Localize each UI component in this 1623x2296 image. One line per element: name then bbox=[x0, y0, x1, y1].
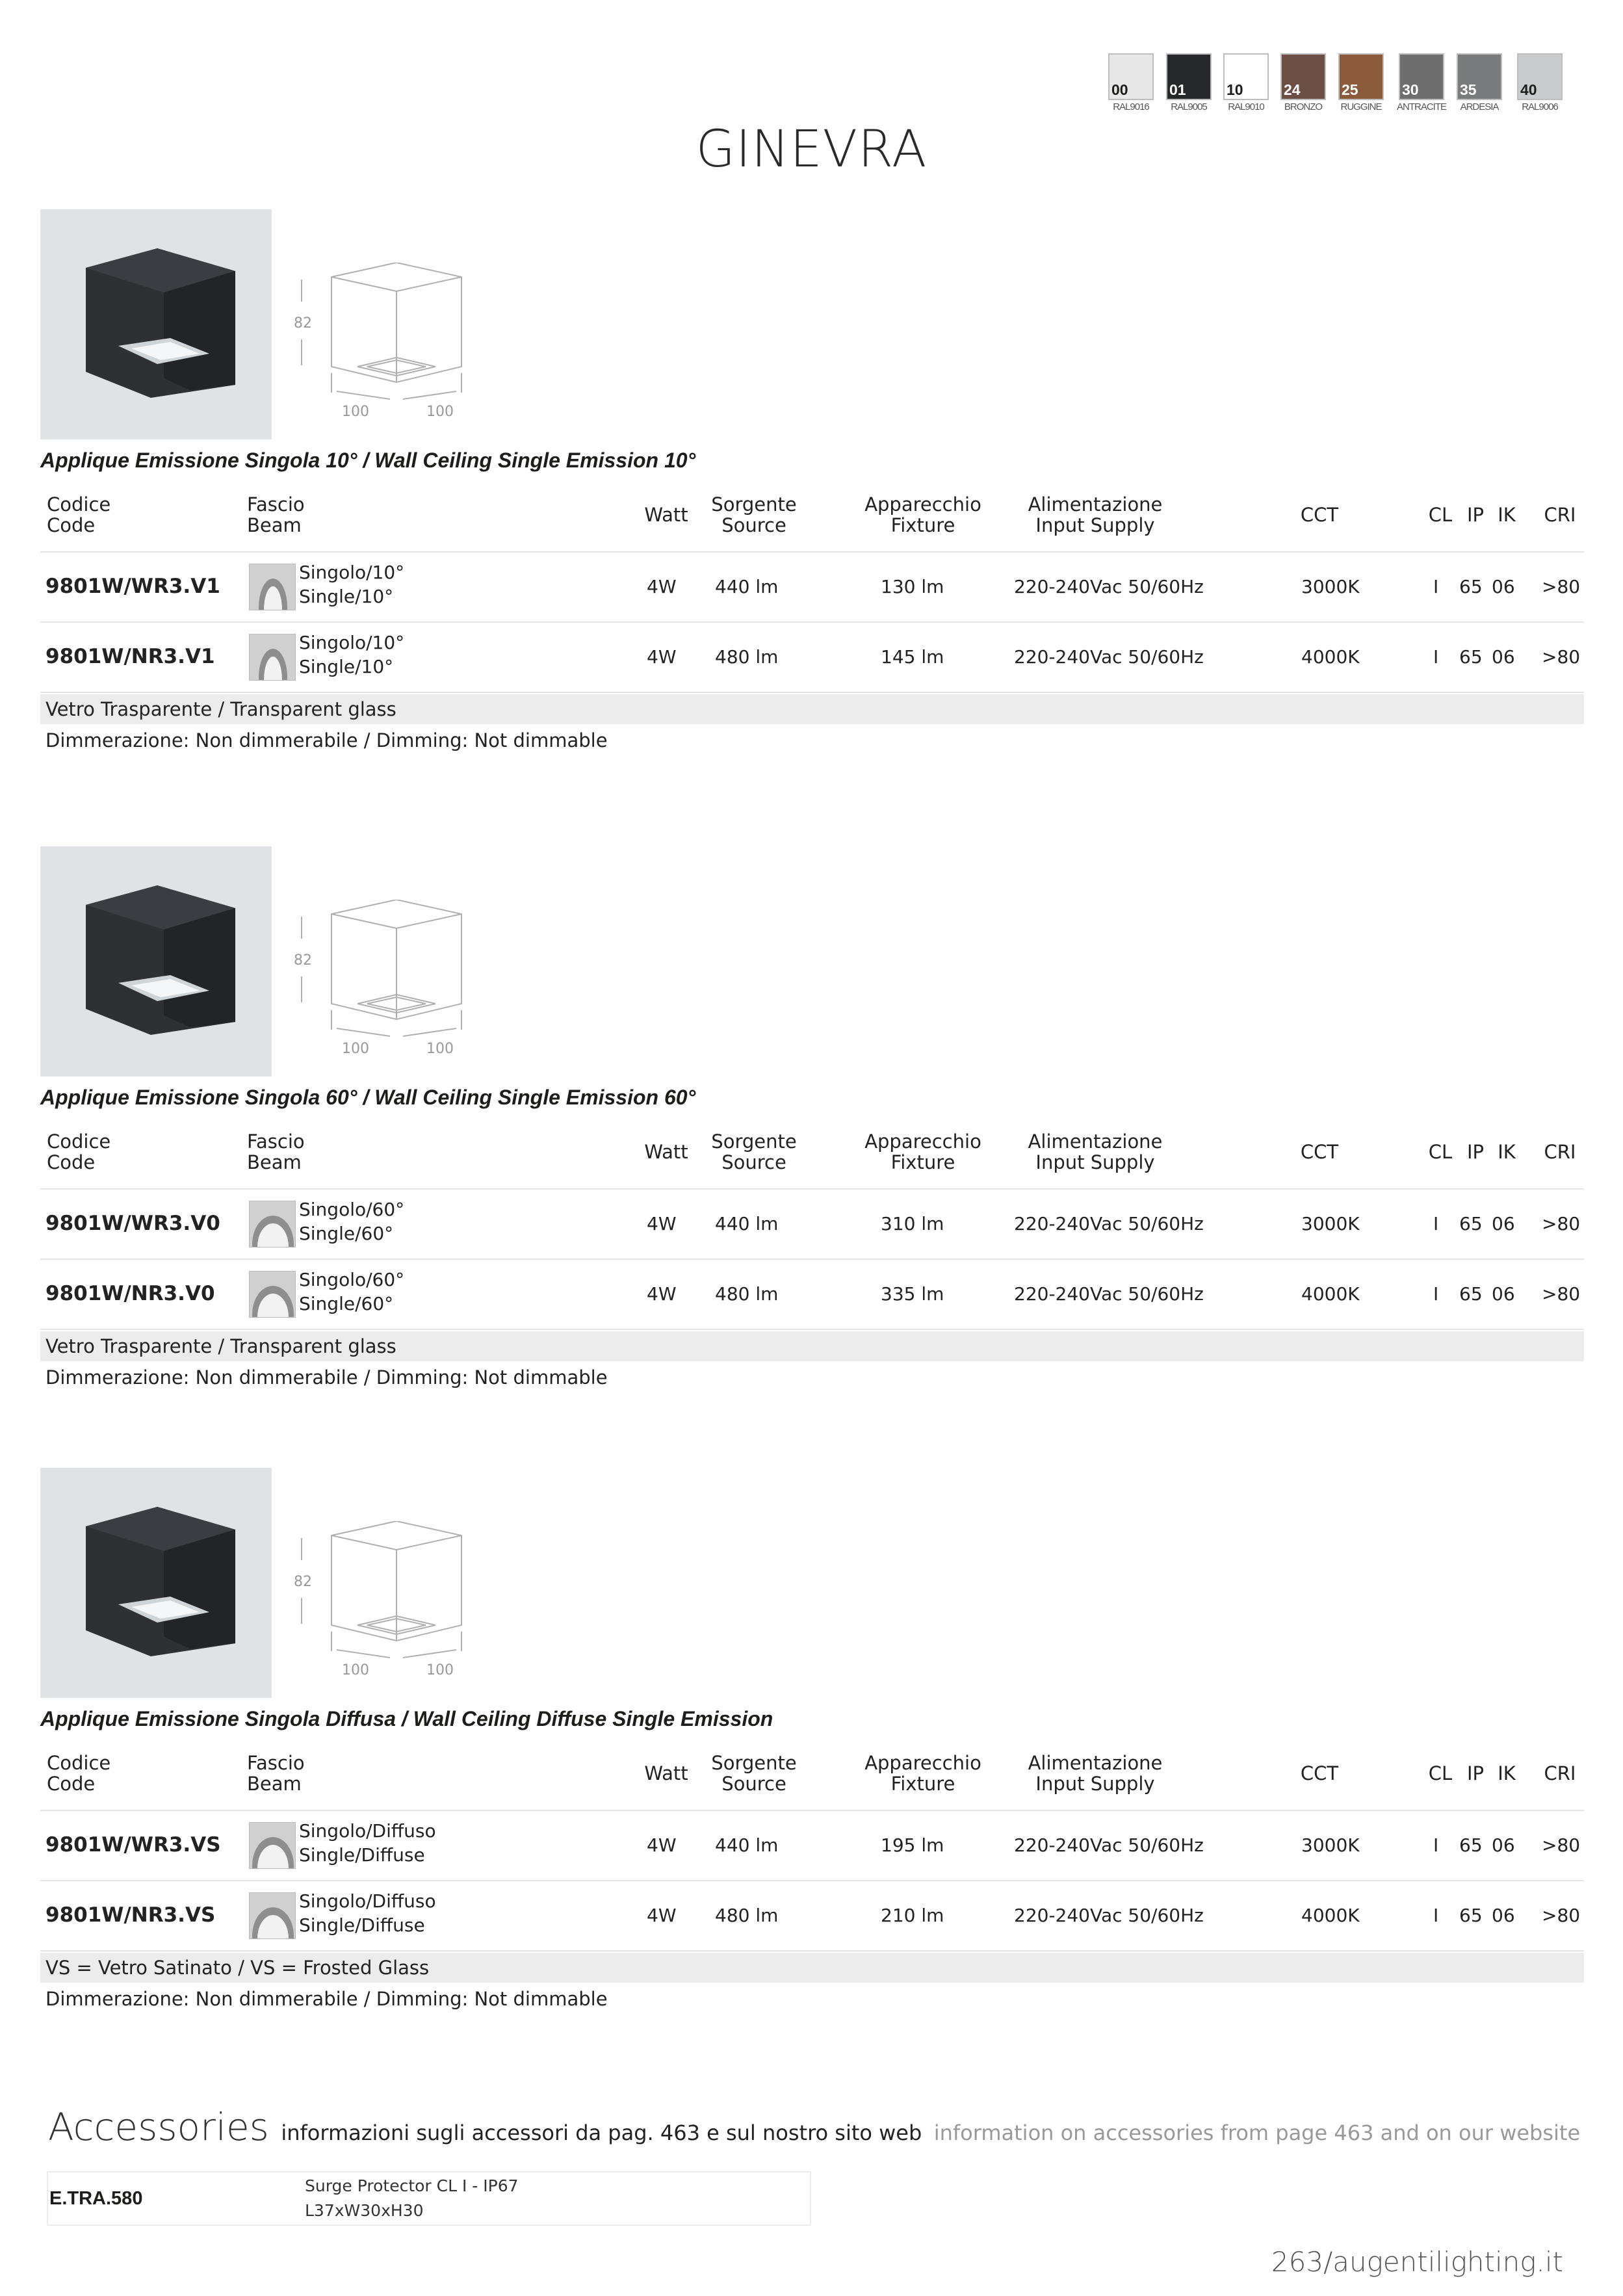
cell-cct: 4000K bbox=[1301, 646, 1360, 668]
watt-header-line: Watt bbox=[644, 504, 688, 526]
product-code: 9801W/WR3.V1 bbox=[45, 575, 220, 598]
cell-ip: 65 bbox=[1459, 1905, 1483, 1926]
cell-fixture: 335 lm bbox=[881, 1283, 944, 1305]
source-header-line: Source bbox=[721, 514, 786, 536]
dim-depth: 100 bbox=[426, 1662, 454, 1677]
cell-cri: >80 bbox=[1542, 1905, 1581, 1926]
dim-height: 82 bbox=[294, 315, 312, 332]
cl-header-line: CL bbox=[1428, 1762, 1453, 1784]
cell-source: 440 lm bbox=[715, 1834, 779, 1856]
dimming-note: Dimmerazione: Non dimmerabile / Dimming: Not dimmable bbox=[45, 1988, 608, 2010]
cell-ik: 06 bbox=[1492, 1834, 1515, 1856]
cl-header bbox=[1421, 1763, 1460, 1784]
beam-header bbox=[247, 1753, 305, 1794]
product-code: 9801W/NR3.V1 bbox=[45, 645, 215, 668]
dimension-drawing bbox=[286, 900, 500, 1056]
row-divider bbox=[40, 1259, 1584, 1260]
beam-label bbox=[299, 1889, 436, 1937]
beam-label-it: Singolo/Diffuso bbox=[299, 1890, 436, 1912]
swatch-label: RAL9005 bbox=[1171, 101, 1207, 112]
code-header-line: Codice bbox=[47, 493, 111, 515]
cct-header bbox=[1274, 1141, 1365, 1162]
cell-supply: 220-240Vac 50/60Hz bbox=[1014, 576, 1204, 597]
ik-header bbox=[1487, 1141, 1526, 1162]
cell-watt: 4W bbox=[647, 1213, 677, 1234]
beam-label bbox=[299, 631, 404, 679]
supply-header bbox=[1007, 1131, 1183, 1173]
beam-label-en: Single/60° bbox=[299, 1293, 394, 1314]
source-header bbox=[695, 1753, 812, 1794]
row-divider bbox=[40, 621, 1584, 623]
swatch-label: ARDESIA bbox=[1460, 101, 1499, 112]
row-divider bbox=[40, 1329, 1584, 1330]
accessory-desc-2: L37xW30xH30 bbox=[305, 2201, 424, 2220]
dim-width: 100 bbox=[342, 1662, 369, 1677]
accessories-info-it: informazioni sugli accessori da pag. 463 e sul nostro sito web bbox=[281, 2120, 922, 2145]
beam-label-en: Single/Diffuse bbox=[299, 1914, 425, 1936]
beam-header bbox=[247, 494, 305, 536]
row-divider bbox=[40, 1880, 1584, 1881]
cell-ik: 06 bbox=[1492, 1213, 1515, 1234]
accessories-info-en: information on accessories from page 463 and on our website bbox=[933, 2120, 1581, 2145]
code-header-line: Codice bbox=[47, 1130, 111, 1153]
beam-label-it: Singolo/Diffuso bbox=[299, 1820, 436, 1842]
beam-header-line: Fascio bbox=[247, 1752, 305, 1774]
product-photo bbox=[40, 846, 272, 1076]
cell-fixture: 310 lm bbox=[881, 1213, 944, 1234]
code-header-line: Code bbox=[47, 1773, 96, 1795]
cri-header-line: CRI bbox=[1544, 1762, 1576, 1784]
cell-cri: >80 bbox=[1542, 1834, 1581, 1856]
glass-note: Vetro Trasparente / Transparent glass bbox=[45, 698, 396, 720]
cell-ip: 65 bbox=[1459, 646, 1483, 668]
beam-icon bbox=[249, 564, 296, 610]
dim-width: 100 bbox=[342, 404, 369, 419]
swatch-01: 01 bbox=[1166, 53, 1212, 100]
page-footer: 263/augentilighting.it bbox=[1271, 2246, 1563, 2278]
beam-label-en: Single/10° bbox=[299, 586, 394, 607]
swatch-30: 30 bbox=[1399, 53, 1444, 100]
cct-header-line: CCT bbox=[1300, 504, 1339, 526]
row-divider bbox=[40, 551, 1584, 553]
cell-ip: 65 bbox=[1459, 576, 1483, 597]
source-header-line: Sorgente bbox=[711, 1130, 797, 1153]
cell-supply: 220-240Vac 50/60Hz bbox=[1014, 1905, 1204, 1926]
glass-note: VS = Vetro Satinato / VS = Frosted Glass bbox=[45, 1957, 430, 1979]
source-header bbox=[695, 494, 812, 536]
cell-source: 480 lm bbox=[715, 1283, 779, 1305]
cell-cct: 4000K bbox=[1301, 1905, 1360, 1926]
beam-header-line: Beam bbox=[247, 1773, 302, 1795]
swatch-label: BRONZO bbox=[1284, 101, 1323, 112]
code-header-line: Codice bbox=[47, 1752, 111, 1774]
beam-header-line: Fascio bbox=[247, 493, 305, 515]
supply-header-line: Input Supply bbox=[1035, 514, 1155, 536]
cell-watt: 4W bbox=[647, 576, 677, 597]
fixture-header-line: Apparecchio bbox=[864, 493, 981, 515]
fixture-header bbox=[845, 494, 1001, 536]
swatch-00: 00 bbox=[1108, 53, 1154, 100]
swatch-24: 24 bbox=[1280, 53, 1326, 100]
product-code: 9801W/NR3.V0 bbox=[45, 1282, 215, 1305]
beam-label-en: Single/60° bbox=[299, 1223, 394, 1244]
dim-height: 82 bbox=[294, 1574, 312, 1590]
beam-label-en: Single/10° bbox=[299, 656, 394, 677]
beam-label-it: Singolo/60° bbox=[299, 1269, 405, 1290]
row-divider bbox=[40, 1810, 1584, 1811]
beam-icon bbox=[249, 1892, 296, 1939]
cell-cct: 3000K bbox=[1301, 576, 1360, 597]
cell-ip: 65 bbox=[1459, 1834, 1483, 1856]
cell-cl: I bbox=[1433, 1834, 1439, 1856]
cell-cl: I bbox=[1433, 1213, 1439, 1234]
swatch-35: 35 bbox=[1457, 53, 1502, 100]
source-header-line: Sorgente bbox=[711, 493, 797, 515]
cell-ip: 65 bbox=[1459, 1213, 1483, 1234]
cell-cct: 4000K bbox=[1301, 1283, 1360, 1305]
supply-header-line: Input Supply bbox=[1035, 1773, 1155, 1795]
beam-icon bbox=[249, 1201, 296, 1247]
section-title: Applique Emissione Singola 60° / Wall Ceiling Single Emission 60° bbox=[40, 1086, 696, 1109]
dim-depth: 100 bbox=[426, 404, 454, 419]
product-code: 9801W/WR3.VS bbox=[45, 1833, 221, 1857]
beam-icon bbox=[249, 1271, 296, 1318]
fixture-header-line: Apparecchio bbox=[864, 1752, 981, 1774]
beam-header-line: Fascio bbox=[247, 1130, 305, 1153]
cell-cct: 3000K bbox=[1301, 1834, 1360, 1856]
accessory-code: E.TRA.580 bbox=[49, 2188, 143, 2209]
cl-header bbox=[1421, 504, 1460, 525]
cell-cl: I bbox=[1433, 1283, 1439, 1305]
cell-source: 440 lm bbox=[715, 1213, 779, 1234]
source-header-line: Sorgente bbox=[711, 1752, 797, 1774]
supply-header-line: Alimentazione bbox=[1028, 493, 1163, 515]
cell-cl: I bbox=[1433, 646, 1439, 668]
cell-supply: 220-240Vac 50/60Hz bbox=[1014, 1213, 1204, 1234]
cell-cct: 3000K bbox=[1301, 1213, 1360, 1234]
cri-header-line: CRI bbox=[1544, 504, 1576, 526]
cell-watt: 4W bbox=[647, 1283, 677, 1305]
beam-label-en: Single/Diffuse bbox=[299, 1844, 425, 1866]
cell-cri: >80 bbox=[1542, 576, 1581, 597]
beam-label bbox=[299, 1197, 404, 1246]
cct-header bbox=[1274, 504, 1365, 525]
ip-header-line: IP bbox=[1466, 504, 1485, 526]
ik-header bbox=[1487, 1763, 1526, 1784]
accessory-desc-1: Surge Protector CL I - IP67 bbox=[305, 2176, 519, 2195]
cell-supply: 220-240Vac 50/60Hz bbox=[1014, 1834, 1204, 1856]
ip-header-line: IP bbox=[1466, 1762, 1485, 1784]
swatch-25: 25 bbox=[1338, 53, 1384, 100]
dimension-drawing bbox=[286, 263, 500, 419]
cct-header-line: CCT bbox=[1300, 1141, 1339, 1163]
cct-header-line: CCT bbox=[1300, 1762, 1339, 1784]
page-title: GINEVRA bbox=[695, 120, 928, 179]
row-divider bbox=[40, 692, 1584, 693]
cri-header bbox=[1527, 1141, 1592, 1162]
supply-header bbox=[1007, 494, 1183, 536]
accessories-title: Accessories bbox=[48, 2105, 269, 2149]
dimension-drawing bbox=[286, 1521, 500, 1677]
product-code: 9801W/NR3.VS bbox=[45, 1903, 216, 1927]
ik-header-line: IK bbox=[1498, 504, 1516, 526]
cri-header-line: CRI bbox=[1544, 1141, 1576, 1163]
supply-header-line: Input Supply bbox=[1035, 1151, 1155, 1173]
dim-depth: 100 bbox=[426, 1041, 454, 1056]
code-header bbox=[47, 1753, 110, 1794]
swatch-label: RAL9010 bbox=[1228, 101, 1264, 112]
cri-header bbox=[1527, 1763, 1592, 1784]
product-code: 9801W/WR3.V0 bbox=[45, 1212, 220, 1235]
beam-header-line: Beam bbox=[247, 1151, 302, 1173]
glass-note: Vetro Trasparente / Transparent glass bbox=[45, 1335, 396, 1357]
cl-header-line: CL bbox=[1428, 504, 1453, 526]
cell-supply: 220-240Vac 50/60Hz bbox=[1014, 1283, 1204, 1305]
product-photo bbox=[40, 209, 272, 439]
dimming-note: Dimmerazione: Non dimmerabile / Dimming: Not dimmable bbox=[45, 729, 608, 751]
cell-fixture: 210 lm bbox=[881, 1905, 944, 1926]
fixture-header-line: Fixture bbox=[890, 1773, 955, 1795]
beam-icon bbox=[249, 634, 296, 681]
cell-ip: 65 bbox=[1459, 1283, 1483, 1305]
cct-header bbox=[1274, 1763, 1365, 1784]
cell-source: 480 lm bbox=[715, 1905, 779, 1926]
row-divider bbox=[40, 1950, 1584, 1951]
cri-header bbox=[1527, 504, 1592, 525]
swatch-label: RUGGINE bbox=[1340, 101, 1382, 112]
fixture-header-line: Apparecchio bbox=[864, 1130, 981, 1153]
beam-header bbox=[247, 1131, 305, 1173]
section-title: Applique Emissione Singola 10° / Wall Ceiling Single Emission 10° bbox=[40, 449, 696, 472]
cell-ik: 06 bbox=[1492, 576, 1515, 597]
source-header bbox=[695, 1131, 812, 1173]
swatch-40: 40 bbox=[1517, 53, 1563, 100]
product-photo bbox=[40, 1468, 272, 1698]
source-header-line: Source bbox=[721, 1151, 786, 1173]
beam-label bbox=[299, 560, 404, 608]
cell-ik: 06 bbox=[1492, 1283, 1515, 1305]
cell-cri: >80 bbox=[1542, 646, 1581, 668]
code-header-line: Code bbox=[47, 514, 96, 536]
cell-fixture: 145 lm bbox=[881, 646, 944, 668]
beam-label bbox=[299, 1819, 436, 1867]
section-title: Applique Emissione Singola Diffusa / Wall Ceiling Diffuse Single Emission bbox=[40, 1707, 773, 1730]
supply-header-line: Alimentazione bbox=[1028, 1752, 1163, 1774]
fixture-header bbox=[845, 1131, 1001, 1173]
cell-source: 440 lm bbox=[715, 576, 779, 597]
code-header-line: Code bbox=[47, 1151, 96, 1173]
fixture-header bbox=[845, 1753, 1001, 1794]
beam-label bbox=[299, 1268, 404, 1316]
cell-fixture: 130 lm bbox=[881, 576, 944, 597]
code-header bbox=[47, 494, 110, 536]
cell-source: 480 lm bbox=[715, 646, 779, 668]
swatch-label: RAL9016 bbox=[1113, 101, 1149, 112]
cell-watt: 4W bbox=[647, 1905, 677, 1926]
beam-icon bbox=[249, 1822, 296, 1869]
accessories-heading bbox=[48, 2105, 1580, 2149]
code-header bbox=[47, 1131, 110, 1173]
dim-width: 100 bbox=[342, 1041, 369, 1056]
source-header-line: Source bbox=[721, 1773, 786, 1795]
cell-watt: 4W bbox=[647, 646, 677, 668]
cell-cri: >80 bbox=[1542, 1283, 1581, 1305]
cell-fixture: 195 lm bbox=[881, 1834, 944, 1856]
fixture-header-line: Fixture bbox=[890, 1151, 955, 1173]
ip-header-line: IP bbox=[1466, 1141, 1485, 1163]
cell-cl: I bbox=[1433, 1905, 1439, 1926]
beam-label-it: Singolo/10° bbox=[299, 562, 405, 583]
dimming-note: Dimmerazione: Non dimmerabile / Dimming: Not dimmable bbox=[45, 1366, 608, 1389]
cl-header-line: CL bbox=[1428, 1141, 1453, 1163]
cell-ik: 06 bbox=[1492, 646, 1515, 668]
fixture-header-line: Fixture bbox=[890, 514, 955, 536]
supply-header bbox=[1007, 1753, 1183, 1794]
ik-header-line: IK bbox=[1498, 1762, 1516, 1784]
beam-header-line: Beam bbox=[247, 514, 302, 536]
beam-label-it: Singolo/60° bbox=[299, 1199, 405, 1220]
swatch-10: 10 bbox=[1223, 53, 1269, 100]
cell-supply: 220-240Vac 50/60Hz bbox=[1014, 646, 1204, 668]
cell-watt: 4W bbox=[647, 1834, 677, 1856]
watt-header-line: Watt bbox=[644, 1762, 688, 1784]
ik-header-line: IK bbox=[1498, 1141, 1516, 1163]
dim-height: 82 bbox=[294, 952, 312, 969]
watt-header-line: Watt bbox=[644, 1141, 688, 1163]
ik-header bbox=[1487, 504, 1526, 525]
cl-header bbox=[1421, 1141, 1460, 1162]
cell-ik: 06 bbox=[1492, 1905, 1515, 1926]
supply-header-line: Alimentazione bbox=[1028, 1130, 1163, 1153]
cell-cri: >80 bbox=[1542, 1213, 1581, 1234]
swatch-label: RAL9006 bbox=[1522, 101, 1558, 112]
accessory-row bbox=[47, 2171, 811, 2226]
swatch-label: ANTRACITE bbox=[1396, 101, 1446, 112]
cell-cl: I bbox=[1433, 576, 1439, 597]
beam-label-it: Singolo/10° bbox=[299, 632, 405, 653]
row-divider bbox=[40, 1188, 1584, 1190]
